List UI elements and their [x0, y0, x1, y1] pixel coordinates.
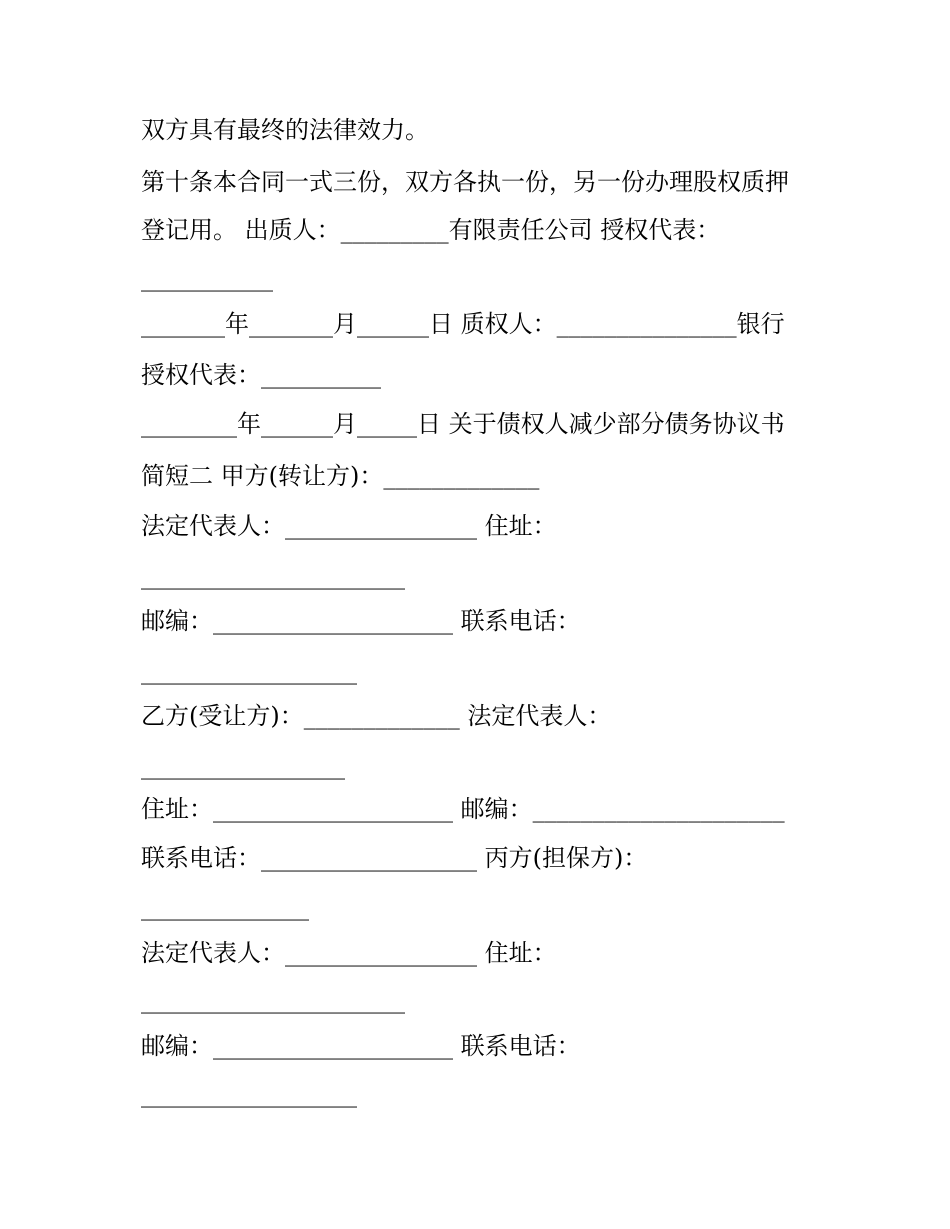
text-line: 简短二 甲方(转让方)：_____________ [141, 462, 540, 490]
text-line: 联系电话：__________________ 丙方(担保方)： [141, 844, 648, 872]
text-line: _______年_______月______日 质权人：_______________银行 [141, 310, 785, 338]
text-line: ________年______月_____日 关于债权人减少部分债务协议书 [141, 410, 785, 438]
text-line: __________________ [141, 1080, 357, 1108]
text-line: ______________________ [141, 562, 405, 590]
text-line: 法定代表人：________________ 住址： [141, 939, 557, 967]
text-line: 住址：____________________ 邮编：_____________________ [141, 795, 785, 823]
text-line: 法定代表人：________________ 住址： [141, 512, 557, 540]
text-line: 登记用。 出质人：_________有限责任公司 授权代表： [141, 216, 721, 244]
text-line: ___________ [141, 264, 273, 292]
text-line: 邮编：____________________ 联系电话： [141, 607, 581, 635]
text-line: 双方具有最终的法律效力。 [141, 116, 429, 144]
text-line: 邮编：____________________ 联系电话： [141, 1032, 581, 1060]
text-line: 乙方(受让方)：_____________ 法定代表人： [141, 702, 612, 730]
text-line: ______________ [141, 893, 309, 921]
text-line: 授权代表：__________ [141, 361, 381, 389]
text-line: ______________________ [141, 986, 405, 1014]
text-line: __________________ [141, 657, 357, 685]
text-line: 第十条本合同一式三份，双方各执一份，另一份办理股权质押 [141, 168, 789, 196]
text-line: _________________ [141, 752, 345, 780]
